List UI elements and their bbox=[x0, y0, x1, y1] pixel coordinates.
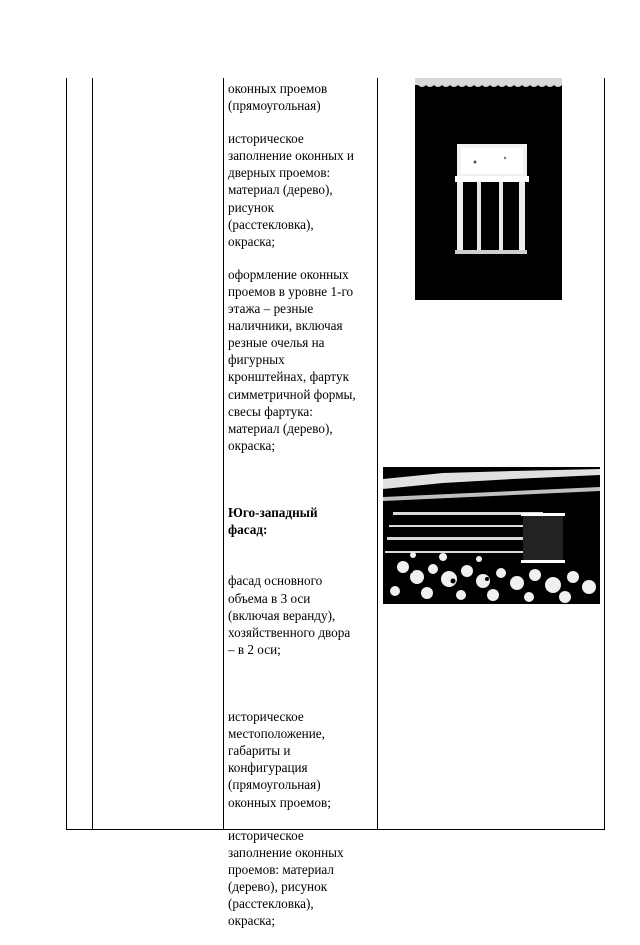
section-southwest bbox=[228, 470, 373, 708]
description-column bbox=[228, 80, 373, 945]
table-border-col1 bbox=[92, 78, 93, 830]
paragraph-window-filling-2: историческое заполнение оконных проемов: материал (дерево), рисунок (расстекловка), окраска; bbox=[228, 827, 344, 929]
table-border-right bbox=[604, 78, 605, 830]
paragraph-window-location: историческое местоположение, габариты и конфигурация (прямоугольная) оконных проемов; bbox=[228, 709, 331, 810]
table-border-col2 bbox=[223, 78, 224, 830]
section-text: фасад основного объема в 3 оси (включая веранду), хозяйственного двора – в 2 оси; bbox=[228, 573, 351, 657]
paragraph-window-decoration: оформление оконных проемов в уровне 1-го этажа – резные наличники, включая резные очелья на фигурных кронштейнах, фартук симметричной формы, свесы фартука: материал (дерево), окраска; bbox=[228, 266, 356, 453]
table-border-left bbox=[66, 78, 67, 830]
paragraph-window-filling: историческое заполнение оконных и дверных проемов: материал (дерево), рисунок (расстекловка), окраска; bbox=[228, 131, 354, 249]
paragraph-window-config: оконных проемов (прямоугольная) bbox=[228, 81, 328, 114]
window-photo bbox=[415, 78, 562, 300]
table-border-col3 bbox=[377, 78, 378, 830]
facade-photo bbox=[383, 467, 600, 604]
section-heading: Юго-западный фасад: bbox=[228, 505, 318, 538]
